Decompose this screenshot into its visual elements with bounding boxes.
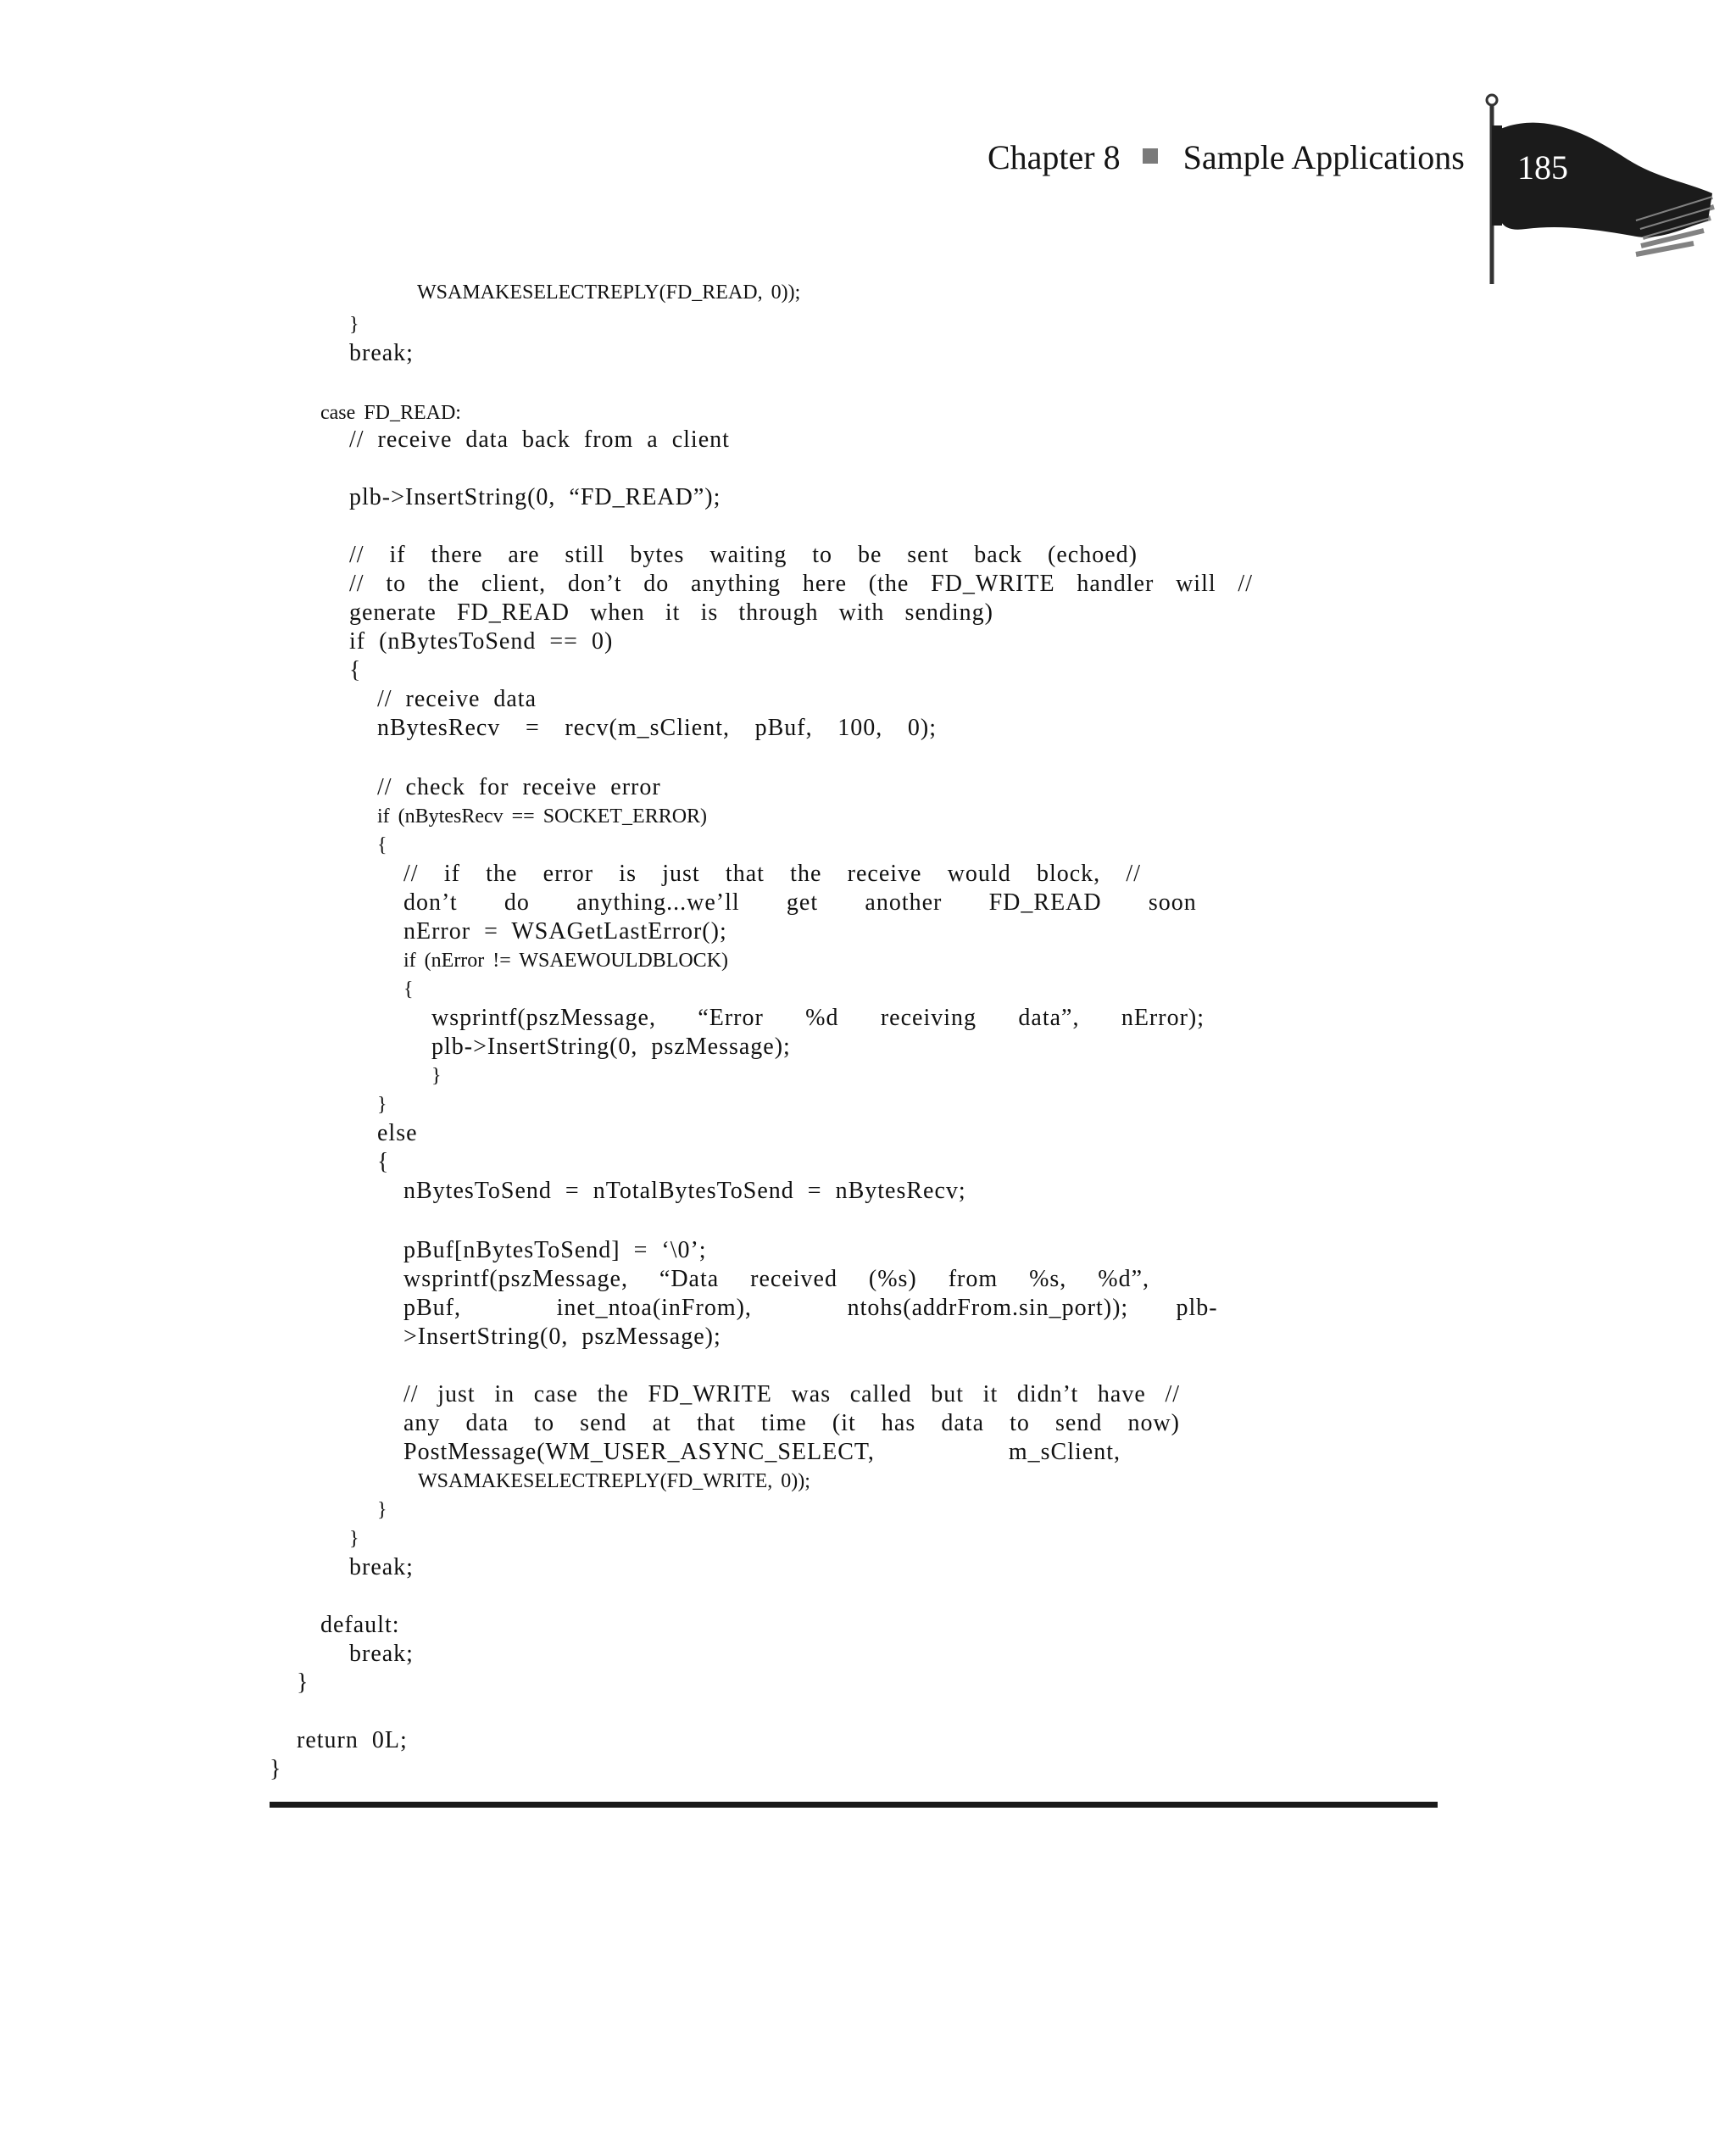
code-line: plb->InsertString(0, “FD_READ”); (349, 484, 721, 510)
section-title: Sample Applications (1182, 138, 1465, 176)
code-line: break; (349, 1641, 414, 1667)
code-line: { (349, 657, 362, 683)
code-line: any data to send at that time (it has data to send now) (403, 1410, 1180, 1436)
waving-flag-icon (1466, 93, 1721, 288)
code-line: >InsertString(0, pszMessage); (403, 1324, 721, 1350)
code-line: { (377, 1149, 390, 1175)
code-line: } (377, 1499, 387, 1521)
code-line: } (297, 1669, 309, 1696)
code-line: { (403, 978, 414, 1000)
code-line: else (377, 1120, 418, 1146)
code-line: generate FD_READ when it is through with sending) (349, 599, 993, 626)
code-line: break; (349, 340, 414, 366)
code-line: wsprintf(pszMessage, “Error %d receiving data”, nError); (431, 1005, 1205, 1031)
code-line: PostMessage(WM_USER_ASYNC_SELECT, m_sClient, (403, 1439, 1121, 1465)
code-line: wsprintf(pszMessage, “Data received (%s) from %s, %d”, (403, 1266, 1149, 1292)
code-line: // just in case the FD_WRITE was called but it didn’t have // (403, 1381, 1180, 1407)
code-line: don’t do anything...we’ll get another FD_READ soon (403, 889, 1197, 916)
code-line: nError = WSAGetLastError(); (403, 918, 727, 945)
code-line: if (nError != WSAEWOULDBLOCK) (403, 950, 729, 972)
code-line: { (377, 834, 387, 856)
code-line: // if the error is just that the receive would block, // (403, 861, 1141, 887)
code-line: WSAMAKESELECTREPLY(FD_WRITE, 0)); (418, 1470, 810, 1492)
code-line: } (349, 1528, 359, 1550)
code-line: // check for receive error (377, 774, 661, 800)
code-line: // receive data back from a client (349, 426, 730, 453)
page-number: 185 (1517, 148, 1568, 187)
code-line: if (nBytesRecv == SOCKET_ERROR) (377, 805, 708, 828)
code-line: } (270, 1756, 282, 1782)
code-line: plb->InsertString(0, pszMessage); (431, 1034, 791, 1060)
code-line: return 0L; (297, 1727, 408, 1753)
code-line: nBytesRecv = recv(m_sClient, pBuf, 100, 0); (377, 715, 937, 741)
code-line: pBuf[nBytesToSend] = ‘\0’; (403, 1237, 707, 1263)
square-bullet-icon (1143, 148, 1158, 164)
code-line: } (431, 1065, 442, 1087)
code-line: // to the client, don’t do anything here (the FD_WRITE handler will // (349, 571, 1253, 597)
code-line: break; (349, 1554, 414, 1580)
code-line: WSAMAKESELECTREPLY(FD_READ, 0)); (417, 281, 801, 304)
code-line: } (377, 1094, 387, 1116)
code-line: nBytesToSend = nTotalBytesToSend = nBytesRecv; (403, 1178, 966, 1204)
code-line: } (349, 314, 359, 336)
chapter-label: Chapter 8 (988, 138, 1121, 176)
code-line: pBuf, inet_ntoa(inFrom), ntohs(addrFrom.sin_port)); plb- (403, 1295, 1218, 1321)
code-line: case FD_READ: (320, 402, 461, 424)
code-line: default: (320, 1612, 400, 1638)
running-head (988, 137, 1465, 177)
code-line: // receive data (377, 686, 537, 712)
code-line: // if there are still bytes waiting to be sent back (echoed) (349, 542, 1138, 568)
code-line: if (nBytesToSend == 0) (349, 628, 614, 655)
page-header (0, 0, 1736, 305)
bottom-rule (270, 1802, 1438, 1808)
